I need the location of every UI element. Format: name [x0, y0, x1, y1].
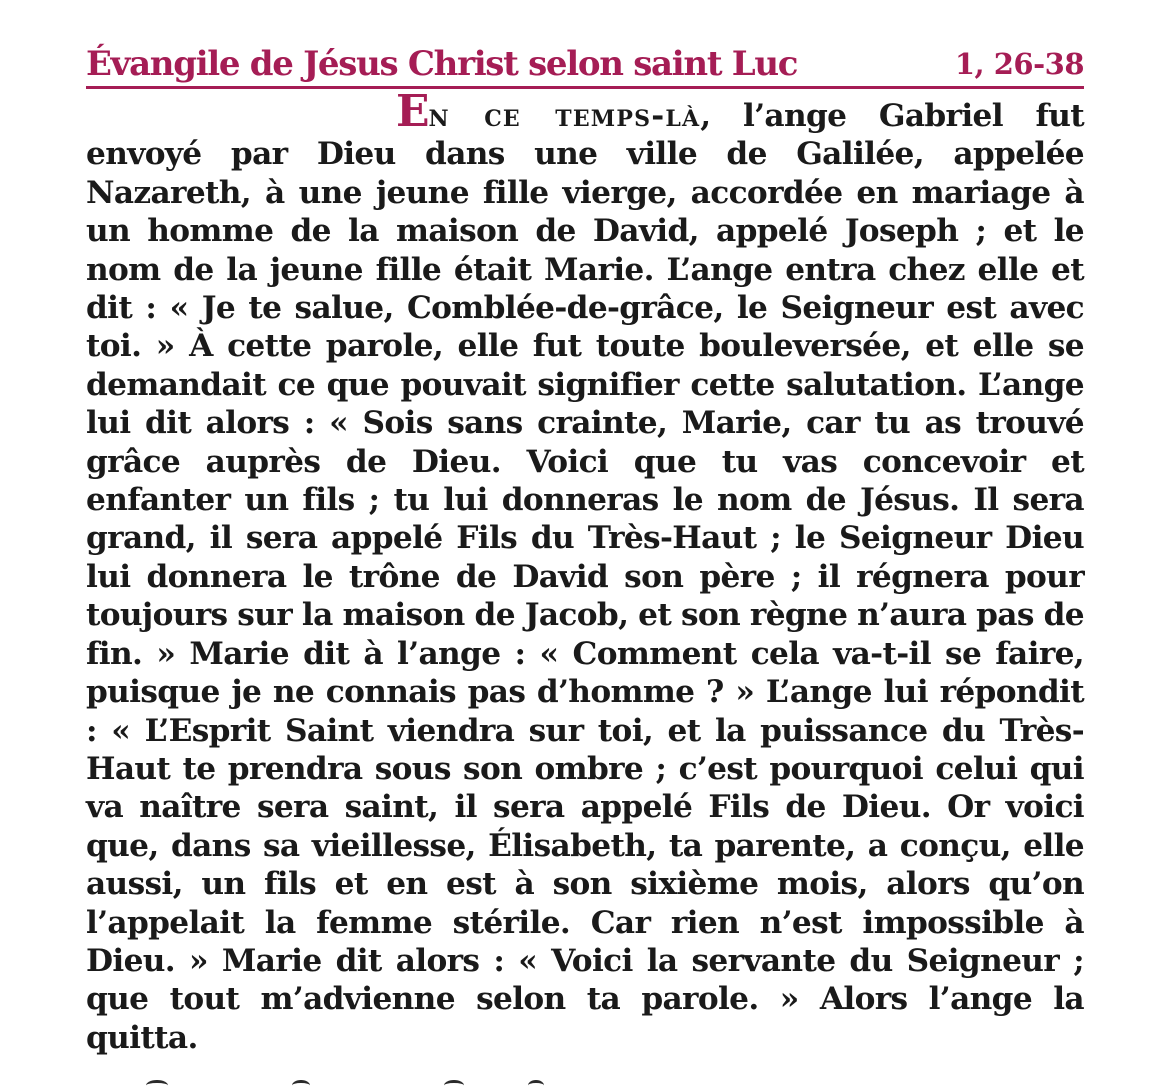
gospel-page	[86, 40, 1084, 1088]
opening-small-caps: n ce temps-là	[428, 98, 701, 134]
page-title: Évangile de Jésus Christ selon saint Luc	[86, 44, 798, 84]
cut-off-next-line	[86, 1074, 1084, 1088]
drop-cap: E	[396, 86, 429, 137]
gospel-passage	[86, 86, 1084, 1057]
verse-reference: 1, 26-38	[954, 47, 1084, 81]
page-header	[86, 40, 1084, 89]
passage-body: , l’ange Gabriel fut envoyé par Dieu dans une ville de Galilée, appelée Nazareth, à une jeune fille vierge, accordée en mariage à un homme de la maison de David, appelé Joseph ; et le nom de la jeune fille était Marie. L’ange entra chez elle et dit : « Je te salue, Comblée-de-grâce, le Seigneur est avec toi. » À cette parole, elle fut toute bouleversée, et elle se demandait ce que pouvait signifier cette salutation. L’ange lui dit alors : « Sois sans crainte, Marie, car tu as trouvé grâce auprès de Dieu. Voici que tu vas concevoir et enfanter un fils ; tu lui donneras le nom de Jésus. Il sera grand, il sera appelé Fils du Très-Haut ; le Seigneur Dieu lui donnera le trône de David son père ; il régnera pour toujours sur la maison de Jacob, et son règne n’aura pas de fin. » Marie dit à l’ange : « Comment cela va-t-il se faire, puisque je ne connais pas d’homme ? » L’ange lui répondit : « L’Esprit Saint viendra sur toi, et la puissance du Très-Haut te prendra sous son ombre ; c’est pourquoi celui qui va naître sera saint, il sera appelé Fils de Dieu. Or voici que, dans sa vieillesse, Élisabeth, ta parente, a conçu, elle aussi, un fils et en est à son sixième mois, alors qu’on l’appelait la femme stérile. Car rien n’est impossible à Dieu. » Marie dit alors : « Voici la servante du Seigneur ; que tout m’advienne selon ta parole. » Alors l’ange la quitta.	[86, 98, 1084, 1056]
